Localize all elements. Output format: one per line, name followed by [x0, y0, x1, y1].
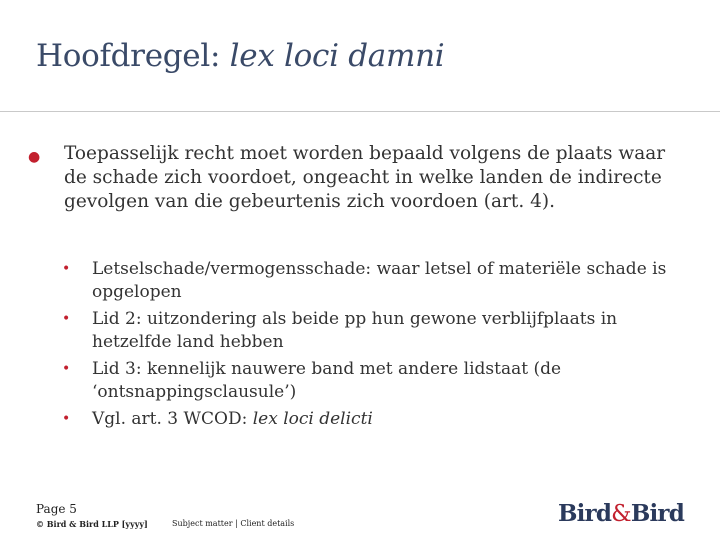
- sub-bullet-item: [60, 358, 690, 404]
- title-divider: [0, 111, 720, 112]
- main-bullet: [26, 142, 686, 214]
- bullet-dot-icon: ●: [28, 149, 41, 165]
- sub-bullet-text: Lid 2: uitzondering als beide pp hun gewone verblijfplaats in hetzelfde land hebben: [92, 309, 618, 352]
- sub-bullet-text: Vgl. art. 3 WCOD:: [92, 409, 253, 429]
- sub-bullet-dot-icon: •: [62, 311, 71, 327]
- sub-bullet-dot-icon: •: [62, 261, 71, 277]
- logo-left-word: Bird: [557, 500, 612, 527]
- sub-bullet-emphasis: lex loci delicti: [252, 409, 373, 429]
- logo-ampersand: &: [611, 501, 631, 527]
- logo-right-word: Bird: [630, 500, 684, 527]
- bird-and-bird-logo: [558, 500, 684, 527]
- sub-bullet-text: Letselschade/vermogensschade: waar letsel of materiële schade is opgelopen: [92, 259, 667, 302]
- main-bullet-text: Toepasselijk recht moet worden bepaald volgens de plaats waar de schade zich voordoet, ongeacht in welke landen de indirecte gevolgen van die gebeurtenis zich voordoen (art. 4).: [64, 143, 666, 212]
- subject-text: Subject matter | Client details: [172, 519, 295, 528]
- sub-bullet-list: [60, 258, 690, 435]
- slide-title-emphasis: lex loci damni: [229, 38, 445, 74]
- sub-bullet-item: [60, 308, 690, 354]
- slide-title: [36, 38, 444, 74]
- sub-bullet-dot-icon: •: [62, 361, 71, 377]
- sub-bullet-item: [60, 408, 690, 431]
- sub-bullet-item: [60, 258, 690, 304]
- sub-bullet-text: Lid 3: kennelijk nauwere band met andere lidstaat (de ‘ontsnappingsclausule’): [92, 359, 562, 402]
- page-number: Page 5: [36, 502, 77, 516]
- slide-title-prefix: Hoofdregel:: [36, 38, 230, 74]
- copyright-text: © Bird & Bird LLP [yyyy]: [36, 519, 148, 529]
- sub-bullet-dot-icon: •: [62, 411, 71, 427]
